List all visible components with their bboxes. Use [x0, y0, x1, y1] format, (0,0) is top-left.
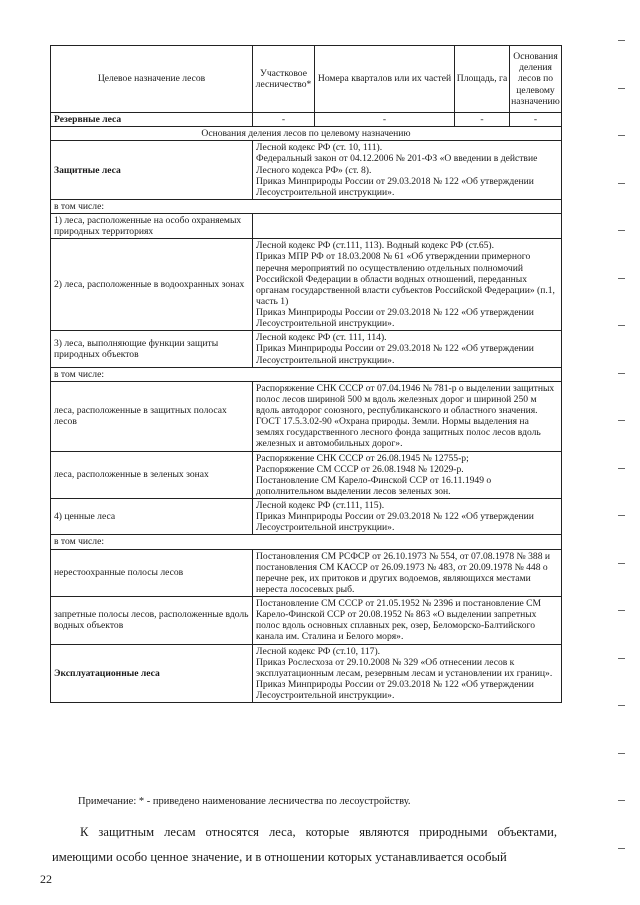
table-row [51, 535, 562, 549]
table-header-row [51, 46, 562, 113]
table-row [51, 141, 562, 200]
row-purpose: запретные полосы лесов, расположенные вдоль водных объектов [51, 597, 253, 645]
row-basis [253, 214, 562, 239]
table-row [51, 499, 562, 535]
table-row [51, 597, 562, 645]
row-purpose: 2) леса, расположенные в водоохранных зонах [51, 239, 253, 331]
row-purpose: леса, расположенные в защитных полосах лесов [51, 381, 253, 451]
row-basis: Постановления СМ РСФСР от 26.10.1973 № 554, от 07.08.1978 № 388 и постановления СМ КАССР от 26.09.1973 № 483, от 20.09.1978 № 448 о перечне рек, их притоков и других водоемов, являющихся местами нереста лососевых рыб. [253, 549, 562, 597]
row-basis: Лесной кодекс РФ (ст.10, 117). Приказ Рослесхоза от 29.10.2008 № 329 «Об отнесении лесов к эксплуатационным лесам, резервным лесам и установлении их границ». Приказ Минприроды России от 29.03.2018 № 122 «Об утверждении Лесоустроительной инструкции». [253, 644, 562, 703]
header-area: Площадь, га [455, 46, 510, 113]
table-row [51, 367, 562, 381]
table-row [51, 549, 562, 597]
body-paragraph-text: К защитным лесам относятся леса, которые являются природными объектами, имеющими особо ценное значение, и в отношении которых устанавливается особый [52, 825, 557, 864]
reserve-area: - [455, 113, 510, 127]
row-purpose: 3) леса, выполняющие функции защиты природных объектов [51, 331, 253, 367]
row-purpose: 1) леса, расположенные на особо охраняемых природных территориях [51, 214, 253, 239]
row-basis: Лесной кодекс РФ (ст. 10, 111). Федеральный закон от 04.12.2006 № 201-ФЗ «О введении в действие Лесного кодекса РФ» (ст. 8). Приказ Минприроды России от 29.03.2018 № 122 «Об утверждении Лесоустроительной инструкции». [253, 141, 562, 200]
row-purpose: Эксплуатационные леса [51, 644, 253, 703]
reserve-basis: - [510, 113, 562, 127]
section-title: Основания деления лесов по целевому назначению [51, 127, 562, 141]
row-purpose: Защитные леса [51, 141, 253, 200]
margin-marks [618, 40, 630, 890]
reserve-label: Резервные леса [51, 113, 253, 127]
row-basis: Лесной кодекс РФ (ст.111, 113). Водный кодекс РФ (ст.65). Приказ МПР РФ от 18.03.2008 № 61 «Об утверждении примерного перечня мероприятий по осуществлению отдельных полномочий Российской Федерации в области водных отношений, переданных органам государственной власти субъектов Российской Федерации» (п.1, часть 1) Приказ Минприроды России от 29.03.2018 № 122 «Об утверждении Лесоустроительной инструкции». [253, 239, 562, 331]
table-row [51, 199, 562, 213]
row-basis: Распоряжение СНК СССР от 26.08.1945 № 12755-р; Распоряжение СМ СССР от 26.08.1948 № 12029-р. Постановление СМ Карело-Финской ССР от 16.11.1949 о дополнительном выделении лесов зеленых зон. [253, 451, 562, 499]
reserve-district: - [253, 113, 315, 127]
subgroup-label: в том числе: [51, 535, 562, 549]
row-purpose: 4) ценные леса [51, 499, 253, 535]
body-paragraph [52, 820, 557, 869]
table-row [51, 331, 562, 367]
row-basis: Лесной кодекс РФ (ст.111, 115). Приказ Минприроды России от 29.03.2018 № 122 «Об утверждении Лесоустроительной инструкции». [253, 499, 562, 535]
header-quarters: Номера кварталов или их частей [315, 46, 455, 113]
row-basis: Распоряжение СНК СССР от 07.04.1946 № 781-р о выделении защитных полос лесов шириной 500 м вдоль железных дорог и шириной 250 м вдоль автодорог союзного, республиканского и областного значения. ГОСТ 17.5.3.02-90 «Охрана природы. Земли. Нормы выделения на землях государственного лесного фонда защитных полос лесов вдоль железных и автомобильных дорог». [253, 381, 562, 451]
table-row [51, 214, 562, 239]
table-row [51, 239, 562, 331]
section-title-row [51, 127, 562, 141]
row-basis: Лесной кодекс РФ (ст. 111, 114). Приказ Минприроды России от 29.03.2018 № 122 «Об утверждении Лесоустроительной инструкции». [253, 331, 562, 367]
table-note: Примечание: * - приведено наименование лесничества по лесоустройству. [78, 796, 411, 807]
table-row [51, 451, 562, 499]
header-basis: Основания деления лесов по целевому назначению [510, 46, 562, 113]
table-row [51, 381, 562, 451]
reserve-row [51, 113, 562, 127]
forest-purpose-table [50, 45, 562, 703]
header-district: Участковое лесничество* [253, 46, 315, 113]
header-purpose: Целевое назначение лесов [51, 46, 253, 113]
subgroup-label: в том числе: [51, 367, 562, 381]
row-purpose: нерестоохранные полосы лесов [51, 549, 253, 597]
page-number: 22 [40, 872, 52, 886]
subgroup-label: в том числе: [51, 199, 562, 213]
row-basis: Постановление СМ СССР от 21.05.1952 № 2396 и постановление СМ Карело-Финской ССР от 20.08.1952 № 863 «О выделении запретных полос вдоль основных сплавных рек, озер, Беломорско-Балтийского канала им. Сталина и Белого моря». [253, 597, 562, 645]
reserve-quarters: - [315, 113, 455, 127]
row-purpose: леса, расположенные в зеленых зонах [51, 451, 253, 499]
table-row [51, 644, 562, 703]
